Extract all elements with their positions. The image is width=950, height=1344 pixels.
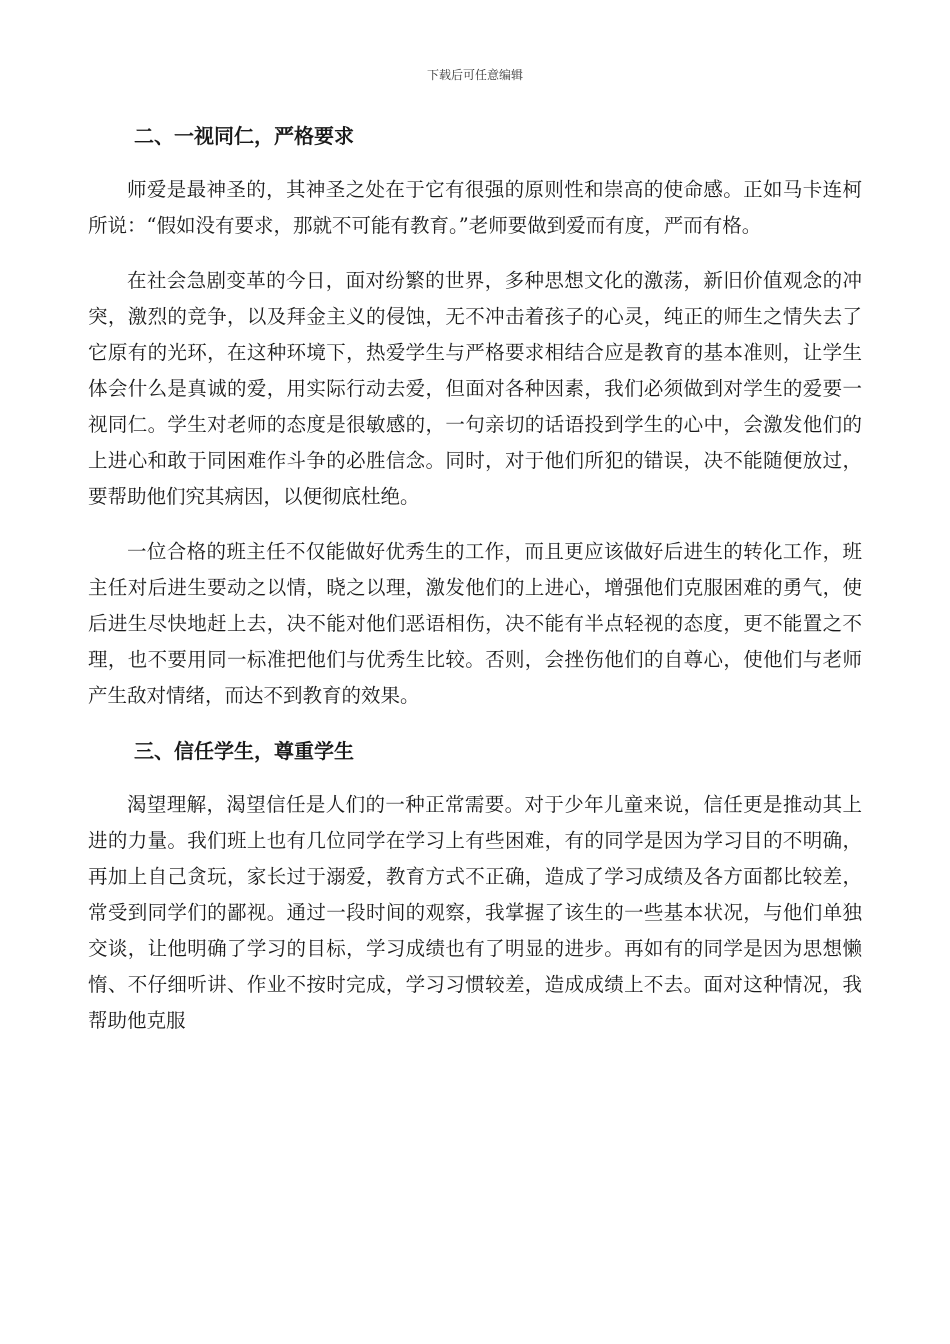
paragraph: 一位合格的班主任不仅能做好优秀生的工作，而且更应该做好后进生的转化工作，班主任对后进生要动之以情，晓之以理，激发他们的上进心，增强他们克服困难的勇气，使后进生尽快地赶上去，决不能对他们恶语相伤，决不能有半点轻视的态度，更不能置之不理，也不要用同一标准把他们与优秀生比较。否则，会挫伤他们的自尊心，使他们与老师产生敌对情绪，而达不到教育的效果。 bbox=[88, 540, 862, 707]
section-heading: 二、一视同仁，严格要求 bbox=[134, 124, 354, 148]
section-heading: 三、信任学生，尊重学生 bbox=[134, 739, 354, 763]
paragraph: 渴望理解，渴望信任是人们的一种正常需要。对于少年儿童来说，信任更是推动其上进的力量。我们班上也有几位同学在学习上有些困难，有的同学是因为学习目的不明确，再加上自己贪玩，家长过于溺爱，教育方式不正确，造成了学习成绩及各方面都比较差，常受到同学们的鄙视。通过一段时间的观察，我掌握了该生的一些基本状况，与他们单独交谈，让他明确了学习的目标，学习成绩也有了明显的进步。再如有的同学是因为思想懒惰、不仔细听讲、作业不按时完成，学习习惯较差，造成成绩上不去。面对这种情况，我帮助他克服 bbox=[88, 793, 862, 1032]
section-3 bbox=[88, 733, 862, 1039]
section-2 bbox=[88, 118, 862, 714]
page-header: 下载后可任意编辑 bbox=[426, 68, 523, 82]
document-body bbox=[88, 118, 862, 1058]
paragraph: 在社会急剧变革的今日，面对纷繁的世界，多种思想文化的激荡，新旧价值观念的冲突，激烈的竞争，以及拜金主义的侵蚀，无不冲击着孩子的心灵，纯正的师生之情失去了它原有的光环，在这种环境下，热爱学生与严格要求相结合应是教育的基本准则，让学生体会什么是真诚的爱，用实际行动去爱，但面对各种因素，我们必须做到对学生的爱要一视同仁。学生对老师的态度是很敏感的，一句亲切的话语投到学生的心中，会激发他们的上进心和敢于同困难作斗争的必胜信念。同时，对于他们所犯的错误，决不能随便放过，要帮助他们究其病因，以便彻底杜绝。 bbox=[88, 269, 862, 508]
paragraph: 师爱是最神圣的，其神圣之处在于它有很强的原则性和崇高的使命感。正如马卡连柯所说：“假如没有要求，那就不可能有教育。”老师要做到爱而有度，严而有格。 bbox=[88, 178, 862, 237]
